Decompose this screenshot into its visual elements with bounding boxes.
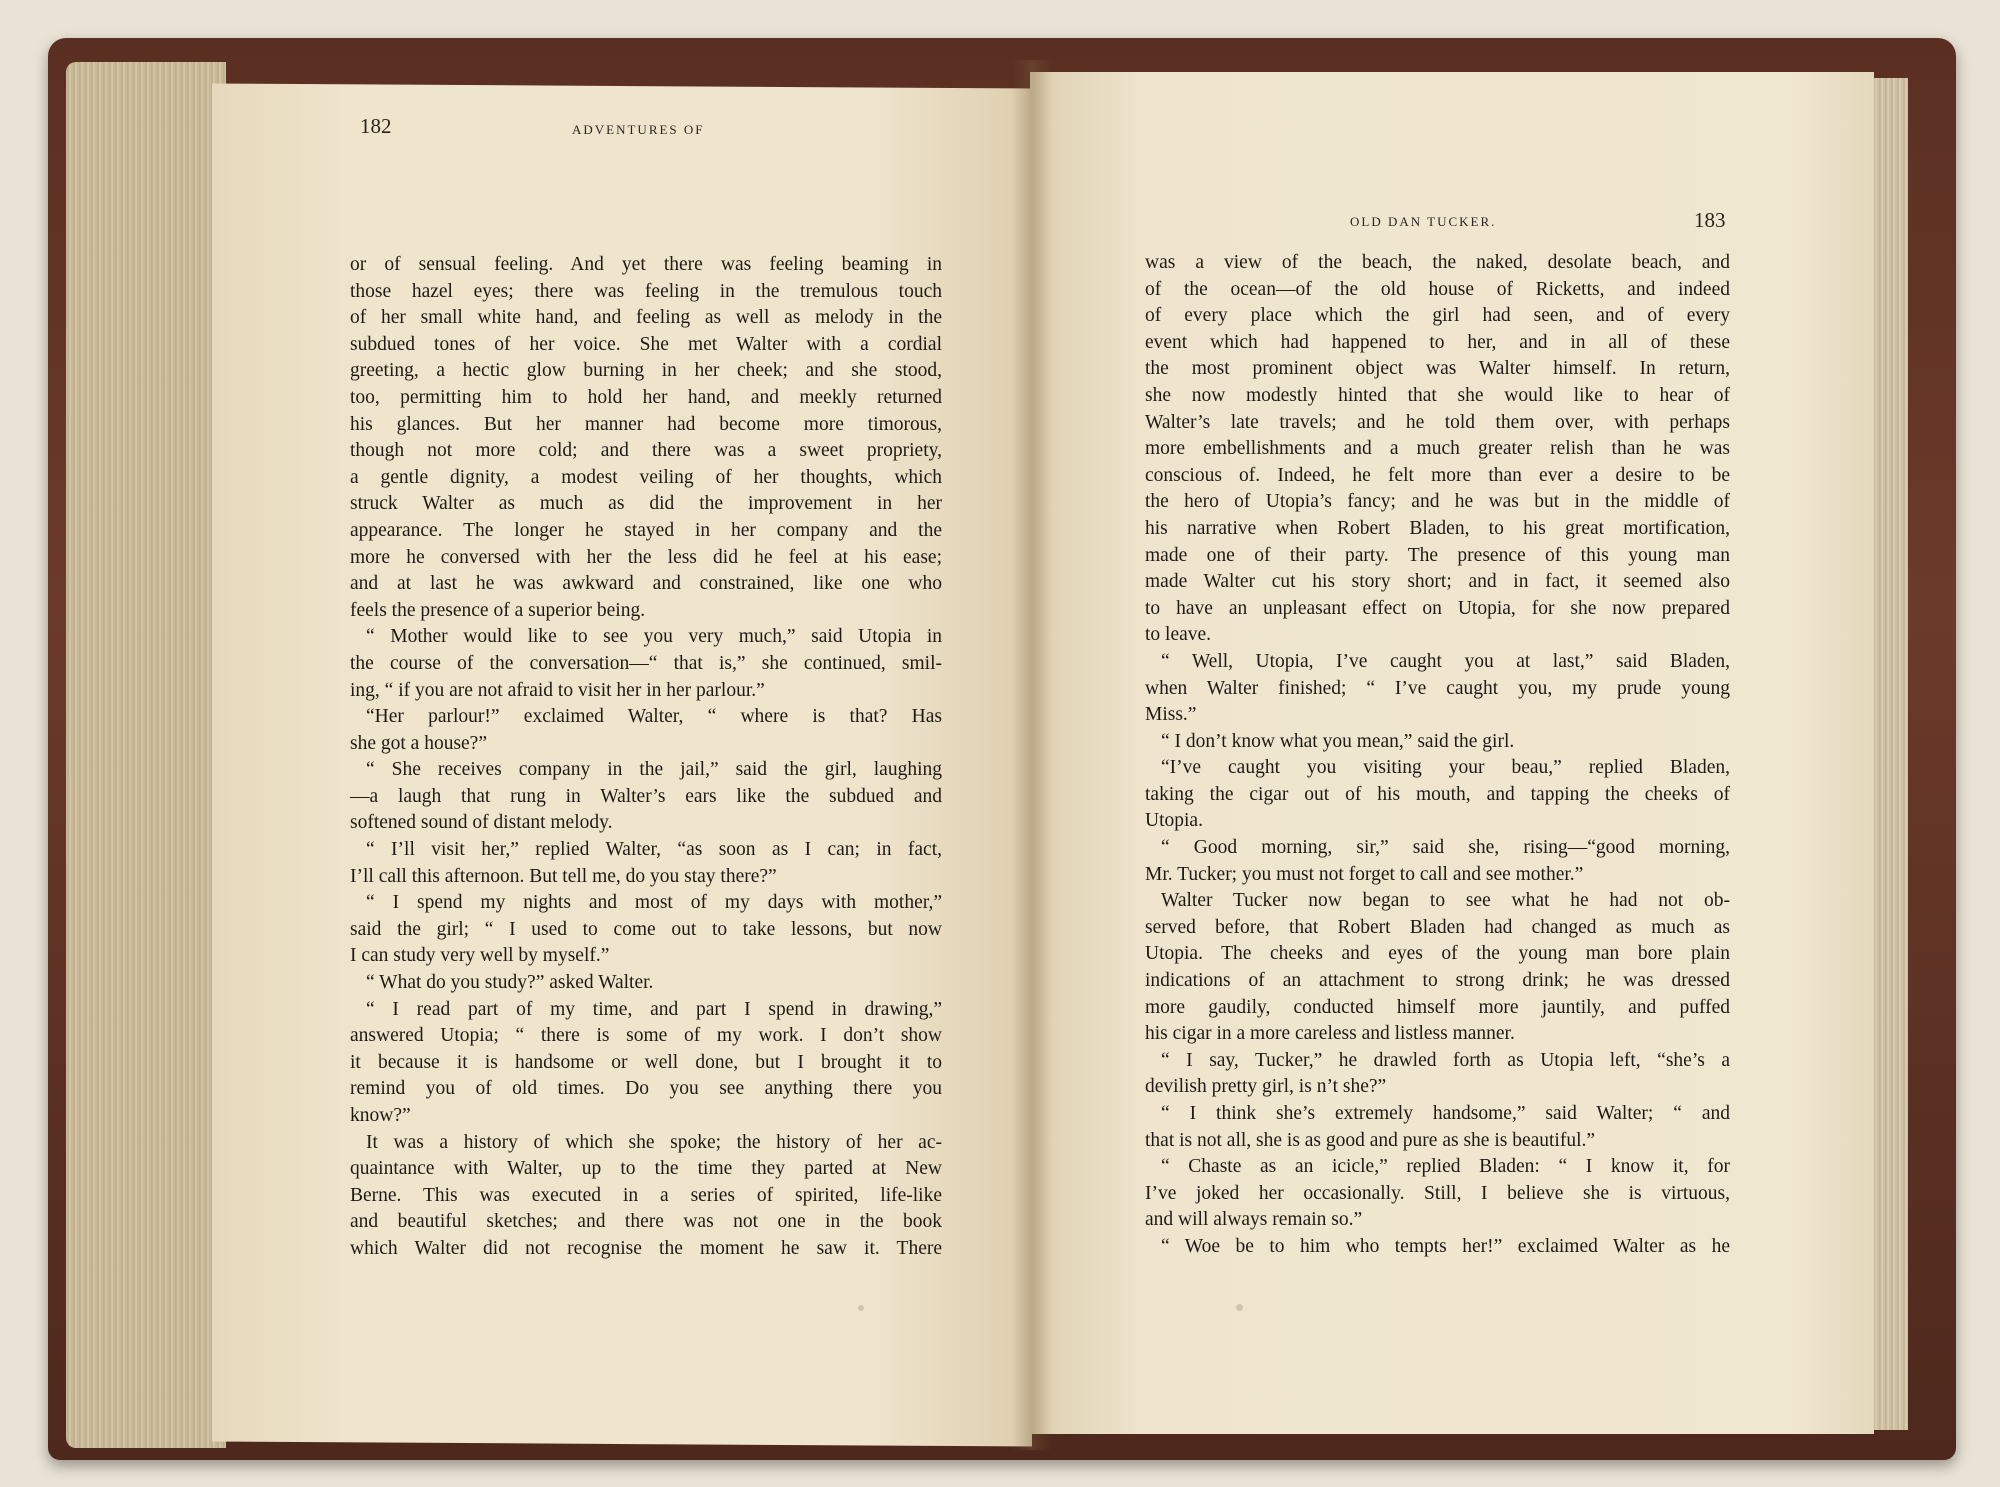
- text-line: was a view of the beach, the naked, desolate beach, and: [1145, 252, 1730, 273]
- text-line: I’ll call this afternoon. But tell me, do you stay there?”: [350, 865, 777, 887]
- left-body-text: [350, 252, 942, 1263]
- text-line: “ I don’t know what you mean,” said the girl.: [1161, 730, 1515, 752]
- right-body-text: [1145, 250, 1730, 1261]
- text-line: I’ve joked her occasionally. Still, I believe she is virtuous,: [1145, 1182, 1730, 1204]
- text-line: Mr. Tucker; you must not forget to call and see mother.”: [1145, 863, 1584, 885]
- text-line: “ Mother would like to see you very much,” said Utopia in: [366, 626, 942, 648]
- text-line: Walter Tucker now began to see what he had not ob-: [1161, 890, 1730, 912]
- text-line: “ I think she’s extremely handsome,” said Walter; “ and: [1161, 1103, 1730, 1124]
- text-line: to have an unpleasant effect on Utopia, for she now prepared: [1145, 597, 1730, 619]
- text-line: “ I read part of my time, and part I spend in drawing,”: [366, 998, 942, 1020]
- text-line: feels the presence of a superior being.: [350, 599, 646, 621]
- text-line: taking the cigar out of his mouth, and tapping the cheeks of: [1145, 783, 1730, 805]
- paper-spot: [1236, 1304, 1243, 1311]
- text-line: know?”: [350, 1105, 411, 1126]
- text-line: “ Chaste as an icicle,” replied Bladen: “ I know it, for: [1161, 1156, 1730, 1178]
- text-line: “ I say, Tucker,” he drawled forth as Utopia left, “she’s a: [1161, 1049, 1730, 1071]
- text-line: Utopia.: [1145, 810, 1203, 832]
- text-line: though not more cold; and there was a sweet propriety,: [350, 440, 942, 462]
- text-line: “ I spend my nights and most of my days with mother,”: [366, 892, 942, 914]
- text-line: and at last he was awkward and constrained, like one who: [350, 573, 942, 595]
- text-line: indications of an attachment to strong drink; he was dressed: [1145, 970, 1730, 992]
- text-line: of her small white hand, and feeling as well as melody in the: [350, 307, 942, 329]
- text-line: Berne. This was executed in a series of spirited, life-like: [350, 1184, 942, 1206]
- left-page-number: 182: [360, 114, 392, 138]
- text-line: his cigar in a more careless and listless manner.: [1145, 1023, 1515, 1045]
- text-line: Walter’s late travels; and he told them over, with perhaps: [1145, 411, 1730, 433]
- text-line: softened sound of distant melody.: [350, 812, 613, 834]
- text-line: “ Woe be to him who tempts her!” exclaimed Walter as he: [1161, 1235, 1730, 1257]
- text-line: “ She receives company in the jail,” said the girl, laughing: [366, 759, 942, 781]
- text-line: too, permitting him to hold her hand, and meekly returned: [350, 386, 942, 408]
- text-line: she got a house?”: [350, 732, 487, 754]
- right-running-header: OLD DAN TUCKER.: [1350, 214, 1497, 229]
- text-line: it because it is handsome or well done, but I brought it to: [350, 1051, 942, 1073]
- text-line: quaintance with Walter, up to the time they parted at New: [350, 1158, 942, 1180]
- text-line: or of sensual feeling. And yet there was feeling beaming in: [350, 254, 942, 275]
- text-line: of the ocean—of the old house of Ricketts, and indeed: [1145, 278, 1730, 300]
- text-line: “ I’ll visit her,” replied Walter, “as soon as I can; in fact,: [366, 839, 942, 861]
- text-line: made Walter cut his story short; and in fact, it seemed also: [1145, 571, 1730, 593]
- text-line: his glances. But her manner had become more timorous,: [350, 413, 942, 435]
- text-line: appearance. The longer he stayed in her company and the: [350, 519, 942, 541]
- text-line: those hazel eyes; there was feeling in the tremulous touch: [350, 280, 942, 302]
- text-line: more gaudily, conducted himself more jauntily, and puffed: [1145, 996, 1730, 1018]
- text-line: more he conversed with her the less did he feel at his ease;: [350, 546, 942, 568]
- text-line: and beautiful sketches; and there was not one in the book: [350, 1211, 942, 1233]
- paper-spot: [858, 1305, 864, 1311]
- text-line: “Her parlour!” exclaimed Walter, “ where is that? Has: [366, 706, 942, 728]
- text-line: a gentle dignity, a modest veiling of her thoughts, which: [350, 466, 942, 488]
- text-line: his narrative when Robert Bladen, to his great mortification,: [1145, 517, 1730, 539]
- text-line: “I’ve caught you visiting your beau,” replied Bladen,: [1161, 757, 1730, 779]
- right-page-number: 183: [1694, 208, 1726, 232]
- text-line: ing, “ if you are not afraid to visit her in her parlour.”: [350, 679, 765, 701]
- text-line: that is not all, she is as good and pure as she is beautiful.”: [1145, 1129, 1596, 1151]
- text-line: the hero of Utopia’s fancy; and he was but in the middle of: [1145, 491, 1730, 513]
- text-line: Miss.”: [1145, 704, 1197, 726]
- text-line: struck Walter as much as did the improvement in her: [350, 493, 942, 515]
- text-line: which Walter did not recognise the moment he saw it. There: [350, 1237, 942, 1259]
- text-line: the course of the conversation—“ that is,” she continued, smil-: [350, 652, 942, 674]
- text-line: to leave.: [1145, 624, 1212, 646]
- text-line: event which had happened to her, and in all of these: [1145, 331, 1730, 353]
- text-line: and will always remain so.”: [1145, 1209, 1363, 1231]
- text-line: the most prominent object was Walter himself. In return,: [1145, 358, 1730, 380]
- text-line: It was a history of which she spoke; the history of her ac-: [366, 1131, 942, 1153]
- text-line: Utopia. The cheeks and eyes of the young man bore plain: [1145, 943, 1730, 965]
- text-line: “ Well, Utopia, I’ve caught you at last,” said Bladen,: [1161, 650, 1730, 672]
- text-line: answered Utopia; “ there is some of my work. I don’t show: [350, 1025, 942, 1047]
- page-edges-left: [66, 62, 226, 1448]
- text-line: devilish pretty girl, is n’t she?”: [1145, 1076, 1387, 1098]
- text-line: served before, that Robert Bladen had changed as much as: [1145, 916, 1730, 938]
- text-line: when Walter finished; “ I’ve caught you, my prude young: [1145, 677, 1730, 699]
- text-line: she now modestly hinted that she would like to hear of: [1145, 384, 1730, 406]
- text-line: more embellishments and a much greater relish than he was: [1145, 438, 1730, 460]
- text-line: “ What do you study?” asked Walter.: [366, 972, 654, 994]
- text-line: subdued tones of her voice. She met Walter with a cordial: [350, 333, 942, 355]
- text-line: said the girl; “ I used to come out to take lessons, but now: [350, 918, 942, 940]
- text-line: greeting, a hectic glow burning in her cheek; and she stood,: [350, 360, 942, 382]
- text-line: of every place which the girl had seen, and of every: [1145, 305, 1730, 327]
- text-line: I can study very well by myself.”: [350, 945, 610, 967]
- text-line: “ Good morning, sir,” said she, rising—“good morning,: [1161, 837, 1730, 859]
- text-line: conscious of. Indeed, he felt more than ever a desire to be: [1145, 464, 1730, 486]
- left-running-header: ADVENTURES OF: [572, 122, 705, 137]
- text-line: remind you of old times. Do you see anything there you: [350, 1078, 942, 1100]
- book-gutter: [1012, 60, 1052, 1450]
- text-line: made one of their party. The presence of this young man: [1145, 544, 1730, 566]
- text-line: —a laugh that rung in Walter’s ears like the subdued and: [350, 785, 942, 807]
